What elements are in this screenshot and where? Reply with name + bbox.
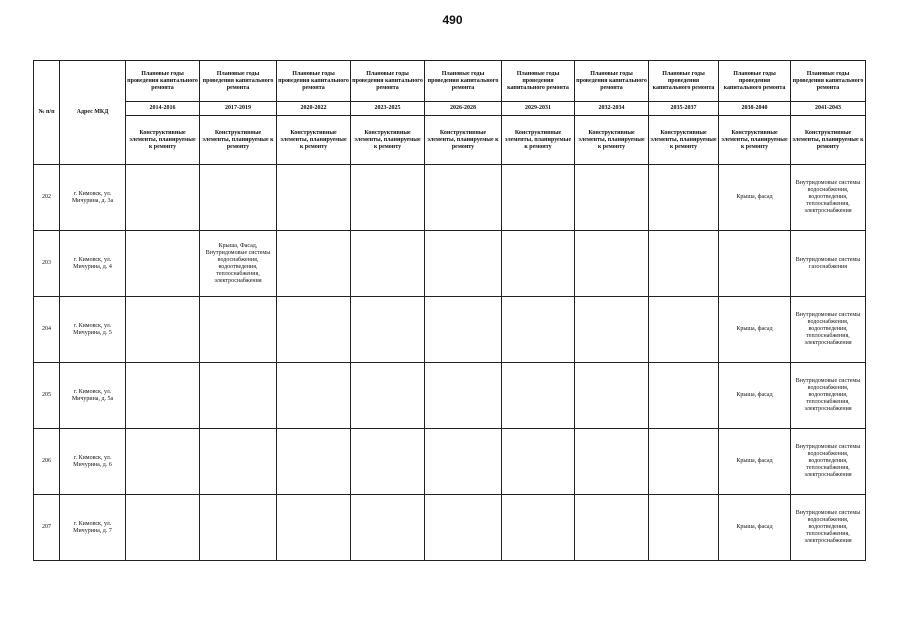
table-body — [34, 165, 866, 561]
repair-elements-cell — [200, 429, 277, 495]
row-address: г. Кимовск, ул. Мичурина, д. 6 — [60, 429, 126, 495]
header-elements: Конструктивные элементы, планируемые к ремонту — [200, 116, 277, 165]
row-number: 205 — [34, 363, 60, 429]
repair-elements-cell — [425, 297, 502, 363]
header-row-elements — [34, 116, 866, 165]
header-row-plan — [34, 61, 866, 102]
repair-elements-cell — [575, 231, 649, 297]
repair-elements-cell: Крыша, фасад — [719, 495, 791, 561]
repair-elements-cell — [200, 165, 277, 231]
repair-elements-cell — [425, 165, 502, 231]
row-address: г. Кимовск, ул. Мичурина, д. 4 — [60, 231, 126, 297]
repair-elements-cell — [649, 231, 719, 297]
repair-elements-cell — [351, 231, 425, 297]
page-number: 490 — [442, 13, 463, 27]
repair-elements-cell — [719, 231, 791, 297]
repair-elements-cell — [200, 297, 277, 363]
repair-elements-cell — [351, 363, 425, 429]
table-header — [34, 61, 866, 165]
row-number: 206 — [34, 429, 60, 495]
repair-elements-cell — [502, 495, 575, 561]
repair-elements-cell — [575, 495, 649, 561]
repair-elements-cell — [649, 495, 719, 561]
header-year-range: 2017-2019 — [200, 102, 277, 116]
repair-elements-cell — [649, 363, 719, 429]
header-year-range: 2020-2022 — [277, 102, 351, 116]
header-plan-period: Плановые годы проведения капитального ремонта — [351, 61, 425, 102]
repair-elements-cell: Внутридомовые системы водоснабжения, водоотведения, теплоснабжения, электроснабжения — [791, 165, 866, 231]
row-address: г. Кимовск, ул. Мичурина, д. 3а — [60, 165, 126, 231]
header-plan-period: Плановые годы проведения капитального ремонта — [502, 61, 575, 102]
header-year-range: 2032-2034 — [575, 102, 649, 116]
repair-elements-cell — [575, 165, 649, 231]
repair-elements-cell: Крыша, фасад — [719, 297, 791, 363]
repair-elements-cell: Внутридомовые системы водоснабжения, водоотведения, теплоснабжения, электроснабжения — [791, 429, 866, 495]
header-plan-period: Плановые годы проведения капитального ремонта — [791, 61, 866, 102]
table-row — [34, 165, 866, 231]
repair-elements-cell — [277, 429, 351, 495]
repair-elements-cell — [277, 297, 351, 363]
repair-elements-cell — [277, 495, 351, 561]
repair-elements-cell — [126, 495, 200, 561]
header-year-range: 2029-2031 — [502, 102, 575, 116]
table-row — [34, 495, 866, 561]
header-elements: Конструктивные элементы, планируемые к ремонту — [502, 116, 575, 165]
header-elements: Конструктивные элементы, планируемые к ремонту — [425, 116, 502, 165]
header-elements: Конструктивные элементы, планируемые к ремонту — [575, 116, 649, 165]
repair-elements-cell: Крыша, Фасад, Внутридомовые системы водоснабжения, водоотведения, теплоснабжения, электроснабжения — [200, 231, 277, 297]
repair-schedule-table — [33, 60, 866, 561]
repair-elements-cell — [126, 297, 200, 363]
table-row — [34, 297, 866, 363]
header-elements: Конструктивные элементы, планируемые к ремонту — [351, 116, 425, 165]
header-year-range: 2035-2037 — [649, 102, 719, 116]
header-year-range: 2026-2028 — [425, 102, 502, 116]
repair-elements-cell — [126, 363, 200, 429]
repair-elements-cell — [126, 231, 200, 297]
row-address: г. Кимовск, ул. Мичурина, д. 5 — [60, 297, 126, 363]
repair-elements-cell — [200, 495, 277, 561]
repair-elements-cell — [502, 363, 575, 429]
table-row — [34, 231, 866, 297]
row-number: 207 — [34, 495, 60, 561]
repair-elements-cell: Внутридомовые системы водоснабжения, водоотведения, теплоснабжения, электроснабжения — [791, 363, 866, 429]
row-number: 204 — [34, 297, 60, 363]
repair-elements-cell — [425, 495, 502, 561]
header-elements: Конструктивные элементы, планируемые к ремонту — [126, 116, 200, 165]
repair-elements-cell — [575, 363, 649, 429]
repair-elements-cell — [425, 231, 502, 297]
header-row-years — [34, 102, 866, 116]
repair-elements-cell — [351, 297, 425, 363]
repair-elements-cell — [126, 429, 200, 495]
row-number: 202 — [34, 165, 60, 231]
header-year-range: 2023-2025 — [351, 102, 425, 116]
header-elements: Конструктивные элементы, планируемые к ремонту — [649, 116, 719, 165]
header-plan-period: Плановые годы проведения капитального ремонта — [575, 61, 649, 102]
repair-elements-cell — [126, 165, 200, 231]
repair-elements-cell — [200, 363, 277, 429]
repair-elements-cell — [502, 231, 575, 297]
repair-elements-cell: Крыша, фасад — [719, 363, 791, 429]
repair-elements-cell — [502, 429, 575, 495]
repair-elements-cell: Крыша, фасад — [719, 429, 791, 495]
header-plan-period: Плановые годы проведения капитального ремонта — [126, 61, 200, 102]
repair-elements-cell — [425, 429, 502, 495]
repair-elements-cell — [277, 165, 351, 231]
header-num: № п/п — [34, 61, 60, 165]
header-elements: Конструктивные элементы, планируемые к ремонту — [791, 116, 866, 165]
header-plan-period: Плановые годы проведения капитального ремонта — [425, 61, 502, 102]
row-address: г. Кимовск, ул. Мичурина, д. 7 — [60, 495, 126, 561]
repair-elements-cell — [575, 429, 649, 495]
header-year-range: 2041-2043 — [791, 102, 866, 116]
header-plan-period: Плановые годы проведения капитального ремонта — [277, 61, 351, 102]
repair-elements-cell: Внутридомовые системы водоснабжения, водоотведения, теплоснабжения, электроснабжения — [791, 297, 866, 363]
table-row — [34, 363, 866, 429]
repair-elements-cell: Внутридомовые системы газоснабжения — [791, 231, 866, 297]
table-row — [34, 429, 866, 495]
repair-elements-cell: Внутридомовые системы водоснабжения, водоотведения, теплоснабжения, электроснабжения — [791, 495, 866, 561]
row-number: 203 — [34, 231, 60, 297]
repair-elements-cell — [649, 165, 719, 231]
repair-elements-cell — [351, 165, 425, 231]
header-address: Адрес МКД — [60, 61, 126, 165]
repair-elements-cell — [277, 363, 351, 429]
repair-elements-cell — [351, 429, 425, 495]
repair-elements-cell — [277, 231, 351, 297]
header-elements: Конструктивные элементы, планируемые к ремонту — [277, 116, 351, 165]
repair-elements-cell — [351, 495, 425, 561]
header-elements: Конструктивные элементы, планируемые к ремонту — [719, 116, 791, 165]
header-year-range: 2038-2040 — [719, 102, 791, 116]
header-plan-period: Плановые годы проведения капитального ремонта — [719, 61, 791, 102]
repair-elements-cell — [502, 297, 575, 363]
repair-elements-cell — [649, 297, 719, 363]
repair-elements-cell — [502, 165, 575, 231]
repair-elements-cell — [575, 297, 649, 363]
repair-elements-cell — [649, 429, 719, 495]
repair-elements-cell — [425, 363, 502, 429]
header-plan-period: Плановые годы проведения капитального ремонта — [649, 61, 719, 102]
row-address: г. Кимовск, ул. Мичурина, д. 5а — [60, 363, 126, 429]
repair-elements-cell: Крыша, фасад — [719, 165, 791, 231]
header-plan-period: Плановые годы проведения капитального ремонта — [200, 61, 277, 102]
header-year-range: 2014-2016 — [126, 102, 200, 116]
